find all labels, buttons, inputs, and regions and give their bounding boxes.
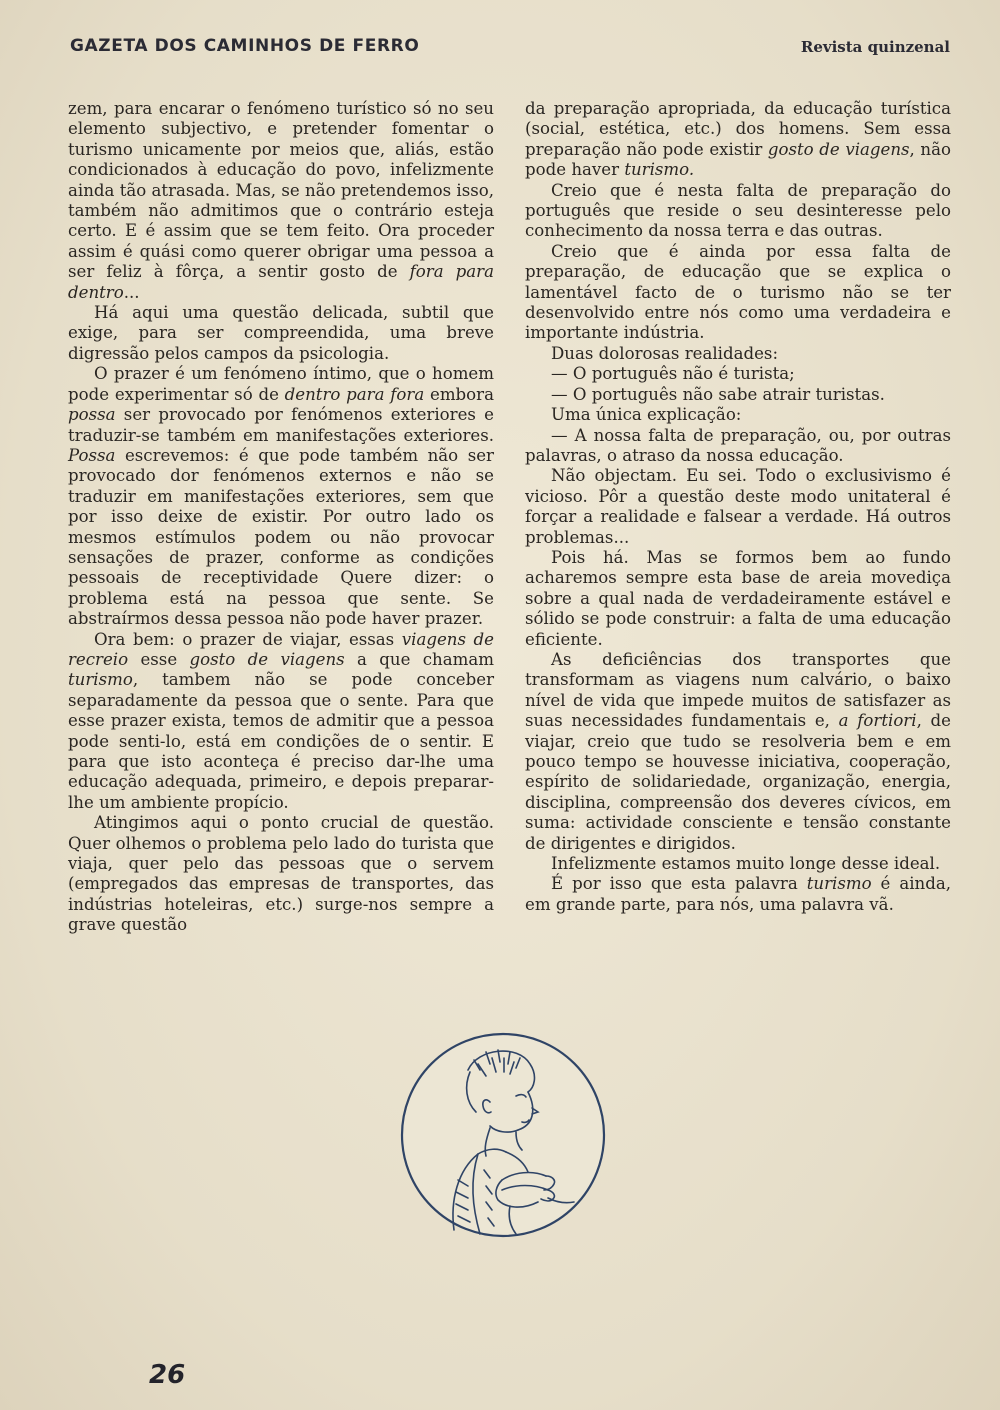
- text-run: — O português não sabe atrair turistas.: [551, 384, 885, 404]
- text-run: ...: [123, 282, 140, 302]
- text-run: Não objectam. Eu sei. Todo o exclusivismo é vicioso. Pôr a questão deste modo unitateral é forçar a realidade e falsear a verdade. Há outros problemas...: [525, 466, 951, 547]
- boy-portrait-icon: [398, 1030, 608, 1240]
- text-run: , tambem não se pode conceber separadamente da pessoa que o sente. Para que esse prazer exista, temos de admitir que a pessoa pode senti-lo, está em condições de o sentir. E para que isto aconteça é preciso dar-lhe uma educação adequada, primeiro, e depois preparar-lhe um ambiente propício.: [68, 670, 494, 812]
- paragraph: [525, 426, 951, 467]
- italic-phrase: turismo: [68, 670, 133, 690]
- text-run: zem, para encarar o fenómeno turístico só no seu elemento subjectivo, e pretender fomentar o turismo unicamente por meios que, aliás, estão condicionados à educação do povo, infelizmente ainda tão atrasada. Mas, se não pretendemos isso, também não admitimos que o contrário esteja certo. E é assim que se tem feito. Ora proceder assim é quási como querer obrigar uma pessoa a ser feliz à fôrça, a sentir gosto de: [68, 99, 494, 282]
- italic-phrase: dentro para fora: [284, 384, 425, 404]
- text-run: esse: [128, 649, 190, 669]
- text-run: Atingimos aqui o ponto crucial de questão. Quer olhemos o problema pelo lado do turista que viaja, quer pelo das pessoas que o servem (empregados das empresas de transportes, das indústrias hoteleiras, etc.) surge-nos sempre a grave questão: [68, 813, 494, 935]
- italic-phrase: Possa: [68, 445, 116, 465]
- paragraph: [525, 385, 951, 405]
- italic-phrase: gosto de viagens: [189, 649, 345, 669]
- paragraph: [525, 548, 951, 650]
- text-run: Infelizmente estamos muito longe desse ideal.: [551, 854, 941, 874]
- italic-phrase: viagens de recreio: [68, 629, 494, 669]
- paragraph: [68, 303, 494, 364]
- text-run: escrevemos: é que pode também não ser provocado dor fenómenos externos e não se traduzir em manifestações exteriores, sem que por isso deixe de existir. Por outro lado os mesmos estímulos podem ou não provocar sensações de prazer, conforme as condições pessoais de receptividade Quere dizer: o problema está na pessoa que sente. Se abstraírmos dessa pessoa não pode haver prazer.: [68, 445, 494, 629]
- text-run: , de viajar, creio que tudo se resolveria bem e em pouco tempo se houvesse iniciativa, cooperação, espírito de solidariedade, organização, energia, disciplina, compreensão dos deveres cívicos, em suma: actividade consciente e tensão constante de dirigentes e dirigidos.: [525, 711, 951, 853]
- text-run: Há aqui uma questão delicada, subtil que exige, para ser compreendida, uma breve digressão pelos campos da psicologia.: [68, 303, 494, 363]
- paragraph: [525, 466, 951, 548]
- italic-phrase: gosto de viagens: [767, 139, 910, 159]
- text-run: As deficiências dos transportes que transformam as viagens num calvário, o baixo nível de vida que impede muitos de satisfazer as suas necessidades fundamentais e,: [525, 649, 951, 731]
- running-header: [70, 36, 950, 66]
- right-text-column: [525, 99, 951, 915]
- text-run: Creio que é ainda por essa falta de preparação, de educação que se explica o lamentável facto de o turismo não se ter desenvolvido entre nós como uma verdadeira e importante indústria.: [525, 241, 951, 343]
- text-run: Duas dolorosas realidades:: [551, 343, 779, 363]
- text-run: O prazer é um fenómeno íntimo, que o homem pode experimentar só de: [68, 364, 494, 404]
- journal-title: GAZETA DOS CAMINHOS DE FERRO: [70, 36, 420, 56]
- paragraph: [525, 874, 951, 915]
- text-run: é ainda, em grande parte, para nós, uma palavra vã.: [525, 874, 952, 914]
- paragraph: [525, 650, 951, 854]
- text-run: — O português não é turista;: [551, 364, 795, 384]
- page-number: 26: [149, 1360, 186, 1390]
- text-run: ser provocado por fenómenos exteriores e traduzir-se também em manifestações exteriores.: [68, 405, 494, 445]
- text-run: a que chamam: [344, 649, 494, 669]
- text-run: embora: [424, 384, 494, 404]
- paragraph: [525, 364, 951, 384]
- text-run: , não pode haver: [525, 139, 952, 180]
- paragraph: [525, 405, 951, 425]
- left-text-column: [68, 99, 494, 936]
- paragraph: [68, 813, 494, 935]
- italic-phrase: turismo.: [624, 160, 695, 180]
- paragraph: [525, 242, 951, 344]
- paragraph: [68, 99, 494, 303]
- text-run: Ora bem: o prazer de viajar, essas: [94, 629, 402, 649]
- text-run: Pois há. Mas se formos bem ao fundo acharemos sempre esta base de areia movediça sobre a qual nada de verdadeiramente estável e sólido se pode construir: a falta de uma educação eficiente.: [525, 547, 951, 649]
- text-run: da preparação apropriada, da educação turística (social, estética, etc.) dos homens. Sem essa preparação não pode existir: [525, 99, 951, 159]
- text-run: Creio que é nesta falta de preparação do português que reside o seu desinteresse pelo conhecimento da nossa terra e das outras.: [525, 180, 951, 241]
- paragraph: [525, 854, 951, 874]
- text-run: Uma única explicação:: [551, 405, 742, 425]
- paragraph: [68, 630, 494, 814]
- paragraph: [525, 99, 951, 181]
- italic-phrase: a fortiori: [838, 711, 917, 731]
- paragraph: [525, 344, 951, 364]
- paragraph: [68, 364, 494, 629]
- section-label: Revista quinzenal: [800, 38, 950, 56]
- paragraph: [525, 181, 951, 242]
- text-run: É por isso que esta palavra: [551, 874, 807, 894]
- italic-phrase: fora para dentro: [68, 262, 494, 302]
- italic-phrase: possa: [68, 405, 116, 425]
- text-run: — A nossa falta de preparação, ou, por outras palavras, o atraso da nossa educação.: [525, 425, 951, 465]
- italic-phrase: turismo: [806, 874, 872, 894]
